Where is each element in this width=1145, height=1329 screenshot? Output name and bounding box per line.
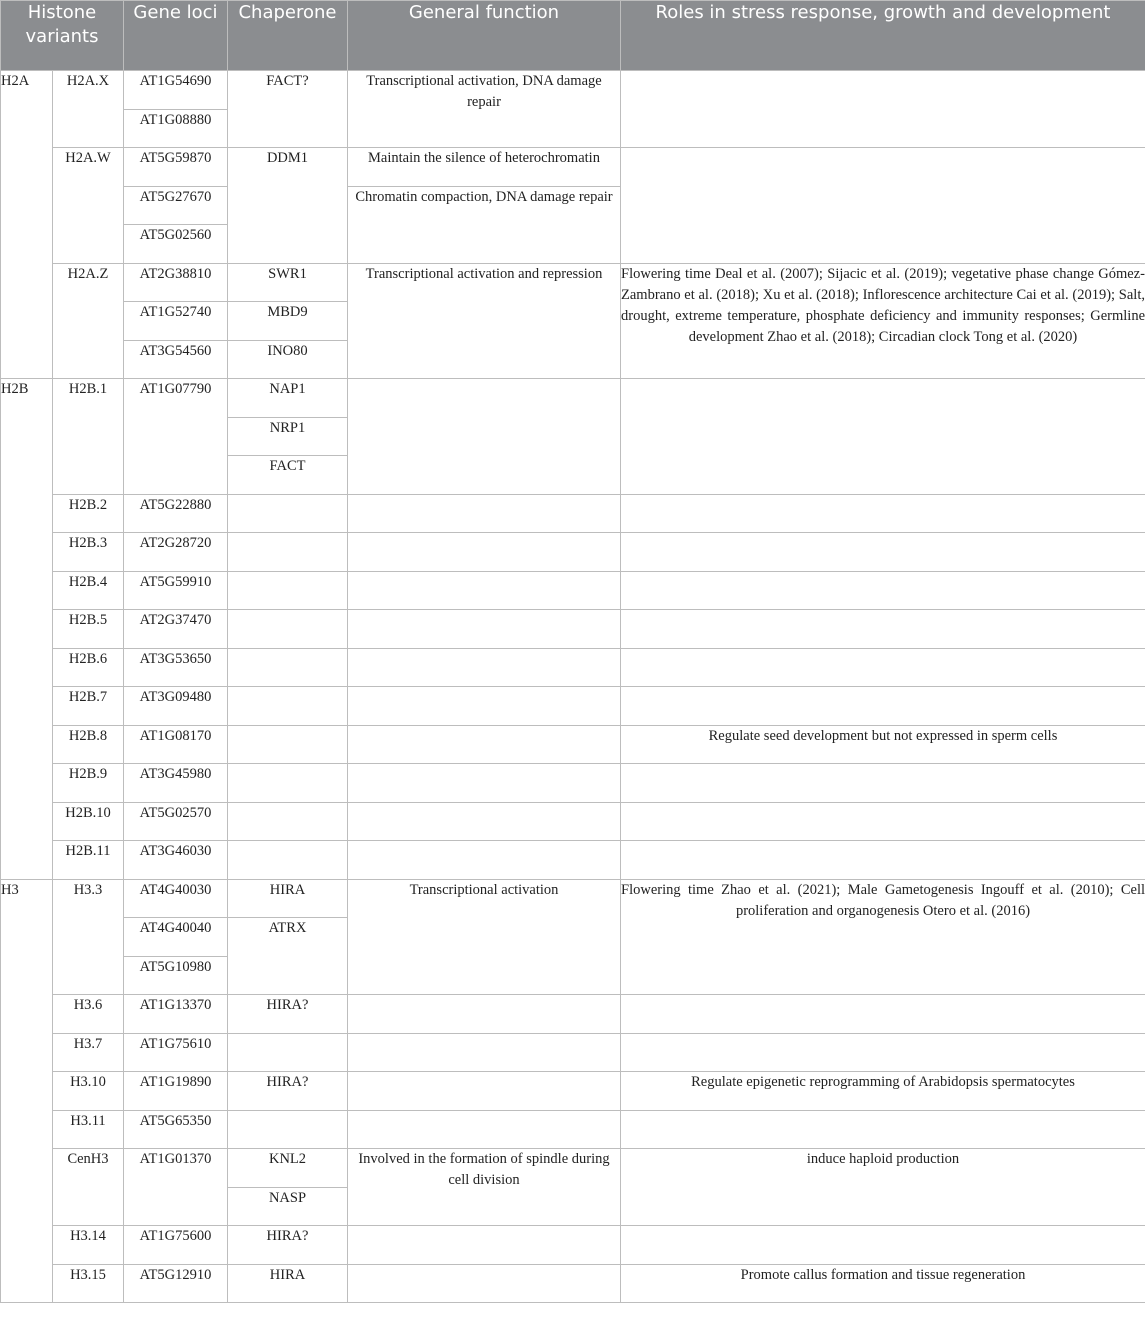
roles-cell [621, 995, 1145, 1034]
variant-cell: H2B.5 [53, 610, 124, 649]
roles-cell: Flowering time Zhao et al. (2021); Male Gametogenesis Ingouff et al. (2010); Cell proliferation and organogenesis Otero et al. (2016) [621, 879, 1145, 995]
roles-cell [621, 379, 1145, 495]
roles-cell [621, 533, 1145, 572]
gene-cell: AT5G59910 [124, 571, 228, 610]
chaperone-cell: MBD9 [228, 302, 348, 341]
variant-cell: H2B.8 [53, 725, 124, 764]
roles-cell [621, 71, 1145, 148]
chaperone-cell: INO80 [228, 340, 348, 379]
function-cell: Chromatin compaction, DNA damage repair [348, 186, 621, 263]
gene-cell: AT4G40040 [124, 918, 228, 957]
chaperone-cell: FACT [228, 456, 348, 495]
function-cell [348, 841, 621, 880]
function-cell: Transcriptional activation, DNA damage repair [348, 71, 621, 148]
chaperone-cell [228, 687, 348, 726]
table-row [1, 841, 1145, 880]
function-cell: Involved in the formation of spindle during cell division [348, 1149, 621, 1226]
gene-cell: AT5G12910 [124, 1264, 228, 1303]
gene-cell: AT1G54690 [124, 71, 228, 110]
table-row [1, 1110, 1145, 1149]
gene-cell: AT1G08880 [124, 109, 228, 148]
roles-cell: Regulate seed development but not expressed in sperm cells [621, 725, 1145, 764]
gene-cell: AT1G75600 [124, 1226, 228, 1265]
variant-cell: H2B.1 [53, 379, 124, 495]
gene-cell: AT1G13370 [124, 995, 228, 1034]
table-row [1, 1033, 1145, 1072]
gene-cell: AT4G40030 [124, 879, 228, 918]
gene-cell: AT3G45980 [124, 764, 228, 803]
table-row [1, 1264, 1145, 1303]
chaperone-cell: FACT? [228, 71, 348, 148]
function-cell [348, 648, 621, 687]
gene-cell: AT5G65350 [124, 1110, 228, 1149]
variant-cell: H3.3 [53, 879, 124, 995]
variant-cell: H2B.6 [53, 648, 124, 687]
roles-cell: Promote callus formation and tissue regeneration [621, 1264, 1145, 1303]
function-cell [348, 764, 621, 803]
header-histone-variants: Histone variants [1, 1, 124, 71]
table-row [1, 263, 1145, 302]
table-row [1, 802, 1145, 841]
roles-cell [621, 571, 1145, 610]
variant-cell: H2B.11 [53, 841, 124, 880]
gene-cell: AT5G02560 [124, 225, 228, 264]
function-cell [348, 1033, 621, 1072]
chaperone-cell: NASP [228, 1187, 348, 1226]
gene-cell: AT3G46030 [124, 841, 228, 880]
roles-cell: induce haploid production [621, 1149, 1145, 1226]
function-cell [348, 379, 621, 495]
roles-cell [621, 841, 1145, 880]
chaperone-cell: ATRX [228, 918, 348, 995]
gene-cell: AT5G10980 [124, 956, 228, 995]
table-row [1, 879, 1145, 918]
variant-cell: H3.7 [53, 1033, 124, 1072]
histone-family-h3: H3 [1, 879, 53, 1303]
table-row [1, 379, 1145, 418]
function-cell: Maintain the silence of heterochromatin [348, 148, 621, 187]
table-row [1, 725, 1145, 764]
chaperone-cell [228, 764, 348, 803]
function-cell [348, 494, 621, 533]
chaperone-cell: NRP1 [228, 417, 348, 456]
chaperone-cell: HIRA? [228, 995, 348, 1034]
table-row [1, 71, 1145, 110]
function-cell [348, 571, 621, 610]
variant-cell: H3.10 [53, 1072, 124, 1111]
header-chaperone: Chaperone [228, 1, 348, 71]
variant-cell: H3.14 [53, 1226, 124, 1265]
gene-cell: AT2G28720 [124, 533, 228, 572]
gene-cell: AT2G37470 [124, 610, 228, 649]
table-row [1, 1149, 1145, 1188]
variant-cell: H2B.3 [53, 533, 124, 572]
gene-cell: AT5G27670 [124, 186, 228, 225]
header-roles: Roles in stress response, growth and development [621, 1, 1145, 71]
table-row [1, 995, 1145, 1034]
variant-cell: H3.6 [53, 995, 124, 1034]
roles-cell [621, 494, 1145, 533]
gene-cell: AT1G07790 [124, 379, 228, 495]
chaperone-cell: HIRA [228, 879, 348, 918]
roles-cell [621, 648, 1145, 687]
gene-cell: AT3G54560 [124, 340, 228, 379]
roles-cell [621, 1110, 1145, 1149]
table-row [1, 687, 1145, 726]
roles-cell [621, 610, 1145, 649]
chaperone-cell [228, 571, 348, 610]
table-row [1, 610, 1145, 649]
table-row [1, 148, 1145, 187]
gene-cell: AT5G02570 [124, 802, 228, 841]
table-row [1, 494, 1145, 533]
gene-cell: AT5G59870 [124, 148, 228, 187]
variant-cell: H2A.Z [53, 263, 124, 379]
table-row [1, 1226, 1145, 1265]
variant-cell: CenH3 [53, 1149, 124, 1226]
function-cell: Transcriptional activation and repression [348, 263, 621, 379]
roles-cell [621, 1226, 1145, 1265]
chaperone-cell: NAP1 [228, 379, 348, 418]
histone-family-h2b: H2B [1, 379, 53, 880]
gene-cell: AT1G19890 [124, 1072, 228, 1111]
chaperone-cell [228, 494, 348, 533]
chaperone-cell [228, 1033, 348, 1072]
gene-cell: AT1G75610 [124, 1033, 228, 1072]
table-row [1, 533, 1145, 572]
chaperone-cell [228, 533, 348, 572]
function-cell: Transcriptional activation [348, 879, 621, 995]
variant-cell: H2A.W [53, 148, 124, 264]
variant-cell: H2B.10 [53, 802, 124, 841]
chaperone-cell: HIRA? [228, 1226, 348, 1265]
chaperone-cell [228, 1110, 348, 1149]
table-row [1, 648, 1145, 687]
function-cell [348, 1264, 621, 1303]
roles-cell: Flowering time Deal et al. (2007); Sijacic et al. (2019); vegetative phase change Gómez-Zambrano et al. (2018); Xu et al. (2018); Inflorescence architecture Cai et al. (2019); Salt, drought, extreme temperature, phosphate deficiency and immunity responses; Germline development Zhao et al. (2018); Circadian clock Tong et al. (2020) [621, 263, 1145, 379]
table-row [1, 764, 1145, 803]
chaperone-cell [228, 725, 348, 764]
roles-cell [621, 148, 1145, 264]
function-cell [348, 1072, 621, 1111]
chaperone-cell [228, 648, 348, 687]
header-general-function: General function [348, 1, 621, 71]
gene-cell: AT5G22880 [124, 494, 228, 533]
function-cell [348, 1110, 621, 1149]
table-row [1, 571, 1145, 610]
function-cell [348, 802, 621, 841]
variant-cell: H2B.2 [53, 494, 124, 533]
histone-family-h2a: H2A [1, 71, 53, 379]
roles-cell [621, 802, 1145, 841]
function-cell [348, 610, 621, 649]
roles-cell [621, 1033, 1145, 1072]
roles-cell [621, 764, 1145, 803]
gene-cell: AT1G52740 [124, 302, 228, 341]
gene-cell: AT1G08170 [124, 725, 228, 764]
roles-cell: Regulate epigenetic reprogramming of Arabidopsis spermatocytes [621, 1072, 1145, 1111]
gene-cell: AT3G09480 [124, 687, 228, 726]
header-gene-loci: Gene loci [124, 1, 228, 71]
chaperone-cell: DDM1 [228, 148, 348, 264]
chaperone-cell: KNL2 [228, 1149, 348, 1188]
function-cell [348, 1226, 621, 1265]
variant-cell: H2A.X [53, 71, 124, 148]
function-cell [348, 533, 621, 572]
roles-cell [621, 687, 1145, 726]
header-row [1, 1, 1145, 71]
function-cell [348, 687, 621, 726]
variant-cell: H2B.7 [53, 687, 124, 726]
variant-cell: H2B.4 [53, 571, 124, 610]
gene-cell: AT3G53650 [124, 648, 228, 687]
function-cell [348, 725, 621, 764]
chaperone-cell [228, 610, 348, 649]
gene-cell: AT1G01370 [124, 1149, 228, 1226]
chaperone-cell [228, 802, 348, 841]
chaperone-cell: SWR1 [228, 263, 348, 302]
chaperone-cell: HIRA? [228, 1072, 348, 1111]
chaperone-cell [228, 841, 348, 880]
table-row [1, 1072, 1145, 1111]
gene-cell: AT2G38810 [124, 263, 228, 302]
variant-cell: H2B.9 [53, 764, 124, 803]
chaperone-cell: HIRA [228, 1264, 348, 1303]
variant-cell: H3.15 [53, 1264, 124, 1303]
function-cell [348, 995, 621, 1034]
variant-cell: H3.11 [53, 1110, 124, 1149]
